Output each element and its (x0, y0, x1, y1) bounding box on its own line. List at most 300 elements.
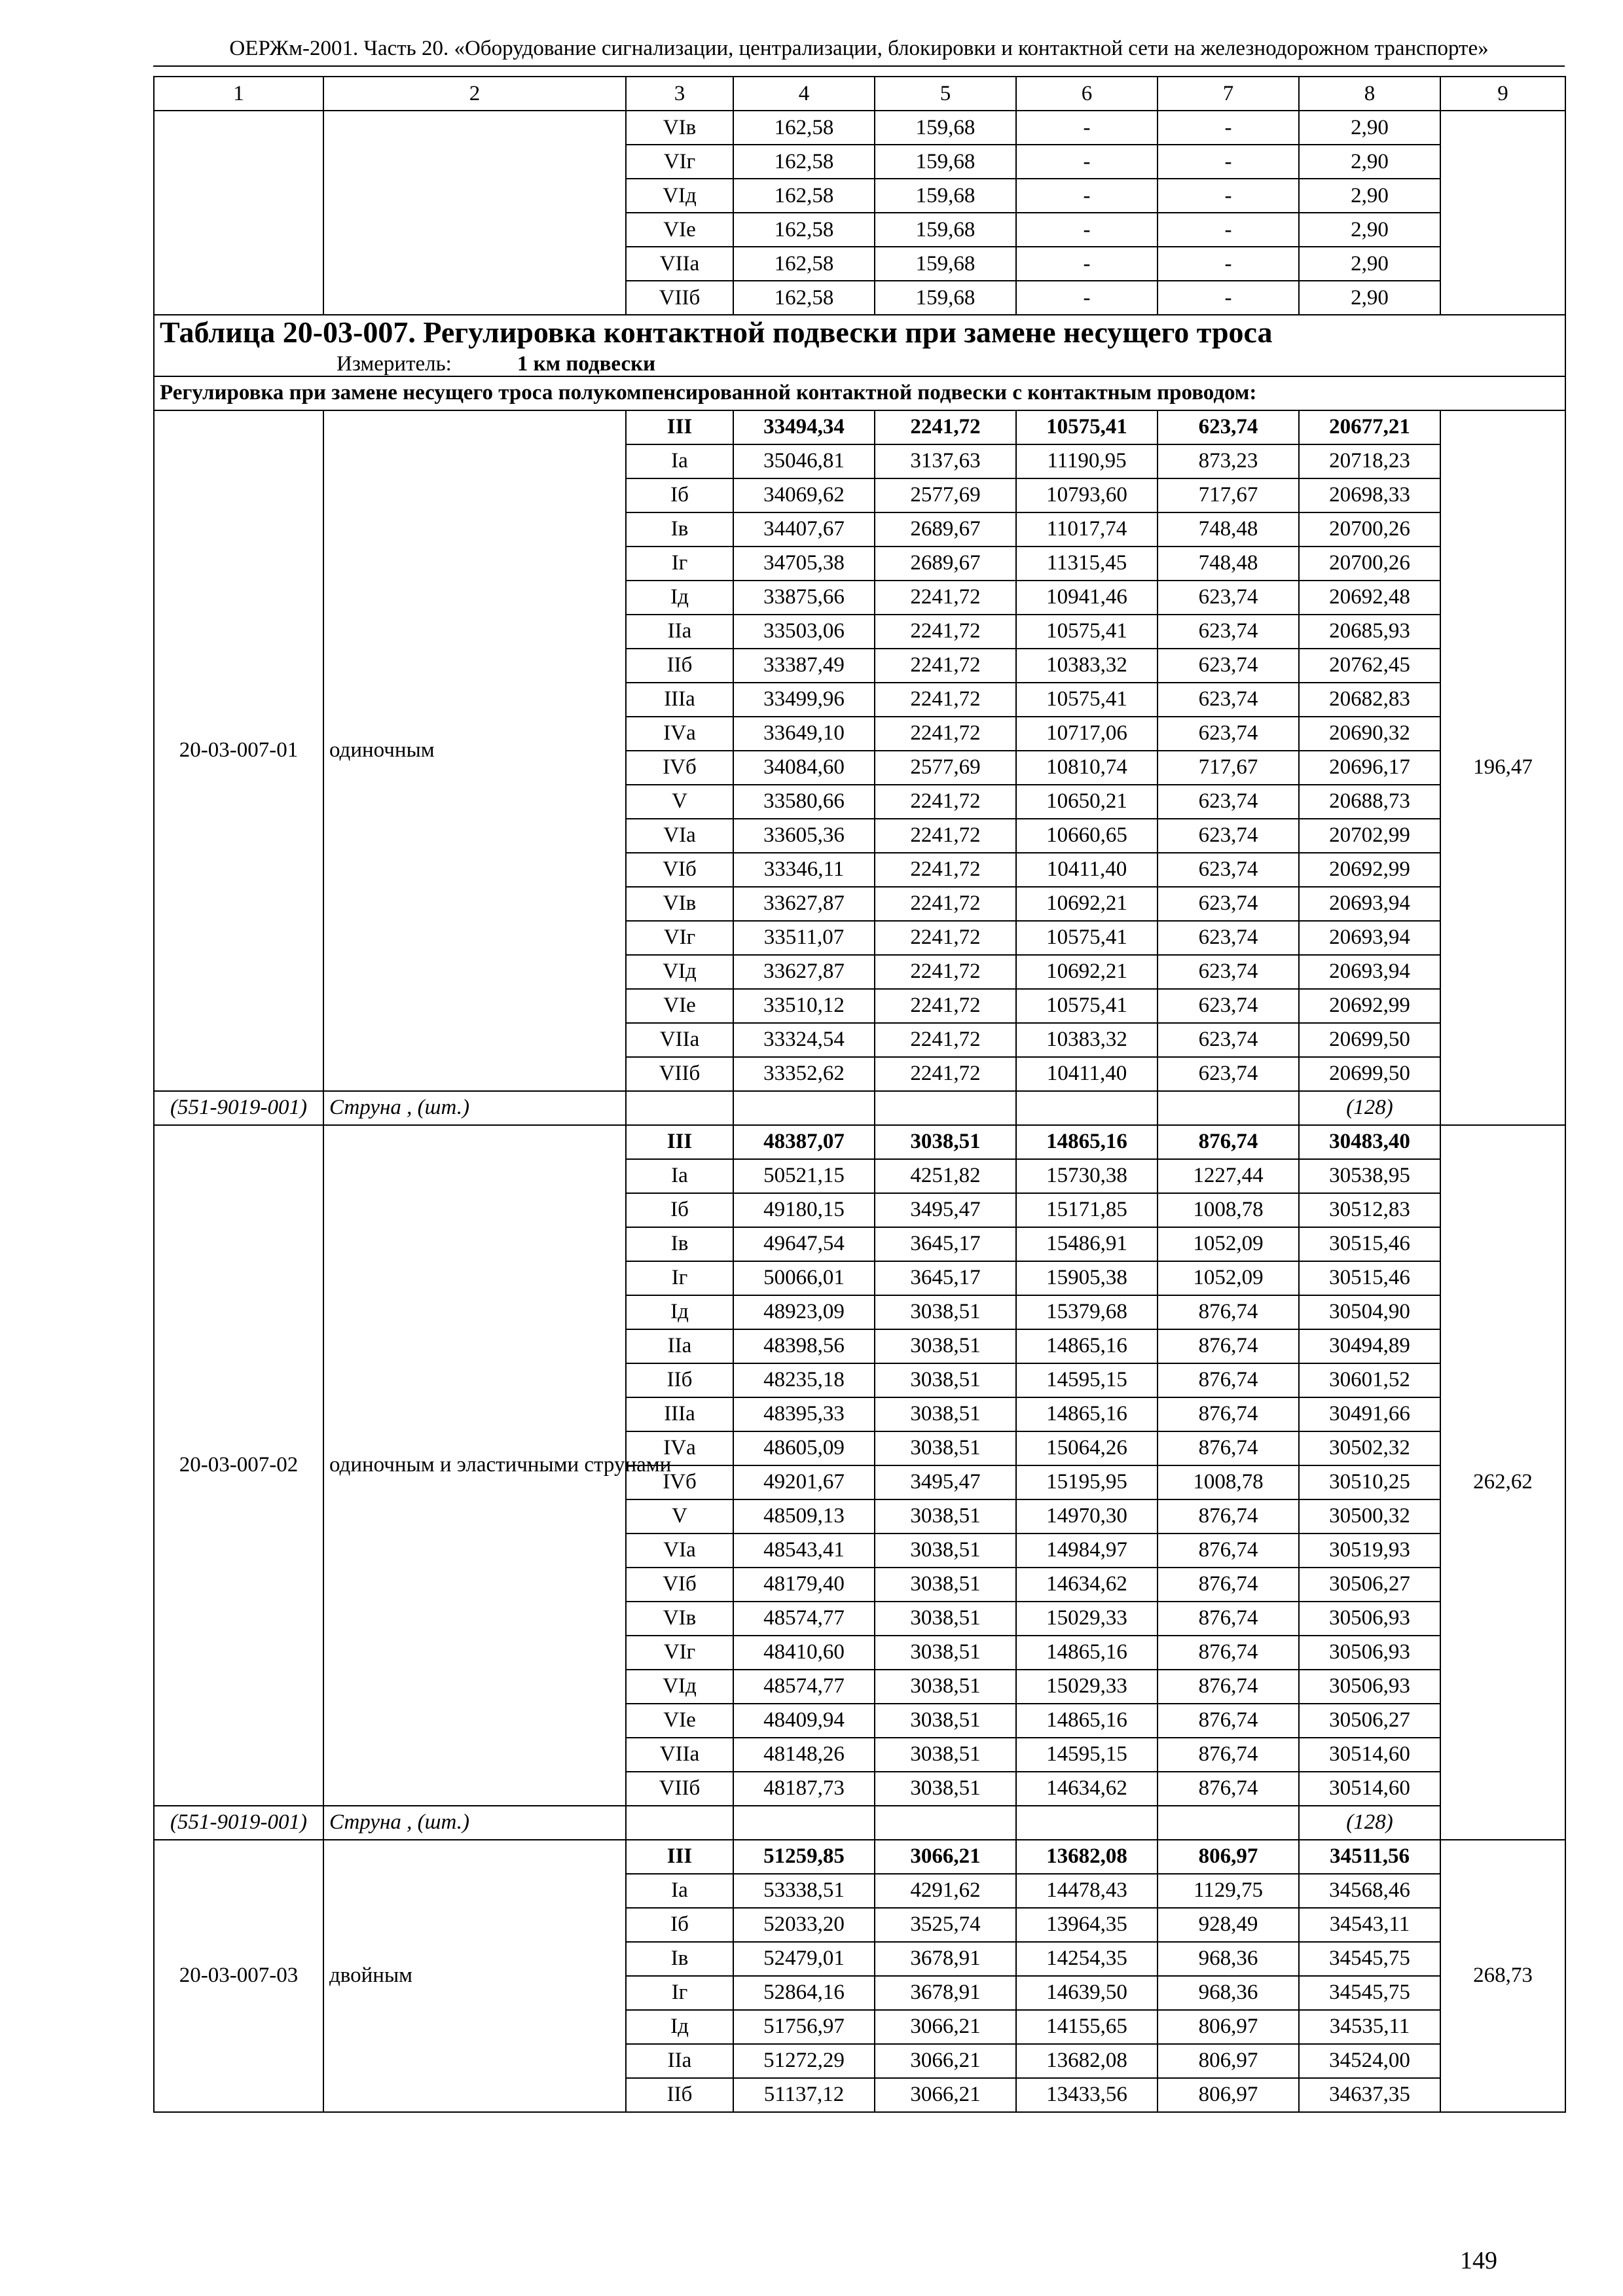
value-cell: 2,90 (1299, 247, 1440, 281)
region-cell: IIа (626, 1329, 733, 1363)
column-number: 9 (1440, 77, 1565, 111)
value-cell: 30494,89 (1299, 1329, 1440, 1363)
value-cell: 33580,66 (733, 785, 875, 819)
value-cell: 2241,72 (875, 1023, 1016, 1057)
value-cell: 51272,29 (733, 2044, 875, 2078)
value-cell: 159,68 (875, 179, 1016, 213)
value-cell: 2241,72 (875, 410, 1016, 444)
empty-cell (1158, 1806, 1299, 1840)
value-cell: 2241,72 (875, 853, 1016, 887)
value-cell: 2241,72 (875, 581, 1016, 615)
value-cell: 33605,36 (733, 819, 875, 853)
region-cell: IIIа (626, 683, 733, 717)
value-cell: 11190,95 (1016, 444, 1158, 478)
value-cell: 3525,74 (875, 1908, 1016, 1942)
value-cell: 14155,65 (1016, 2010, 1158, 2044)
region-cell: IVб (626, 1465, 733, 1499)
value-cell: 3038,51 (875, 1568, 1016, 1602)
region-cell: IVб (626, 751, 733, 785)
code-cell: 20-03-007-02 (154, 1125, 323, 1806)
value-cell: 10575,41 (1016, 410, 1158, 444)
region-cell: Iб (626, 1193, 733, 1227)
value-cell: 2241,72 (875, 819, 1016, 853)
value-cell: 33499,96 (733, 683, 875, 717)
region-cell: VIв (626, 887, 733, 921)
region-cell: VIIб (626, 1772, 733, 1806)
code-cell (154, 111, 323, 315)
material-code: (551-9019-001) (154, 1091, 323, 1125)
empty-cell (1016, 1091, 1158, 1125)
value-cell: 3678,91 (875, 1976, 1016, 2010)
value-cell: 2,90 (1299, 213, 1440, 247)
value-cell: 48398,56 (733, 1329, 875, 1363)
value-cell: 20692,48 (1299, 581, 1440, 615)
value-cell: 162,58 (733, 179, 875, 213)
region-cell: IIа (626, 2044, 733, 2078)
material-qty: (128) (1299, 1091, 1440, 1125)
material-name: Струна , (шт.) (323, 1091, 626, 1125)
value-cell: 14865,16 (1016, 1329, 1158, 1363)
value-cell: 873,23 (1158, 444, 1299, 478)
value-cell: 1052,09 (1158, 1261, 1299, 1295)
value-cell: 34545,75 (1299, 1942, 1440, 1976)
region-cell: V (626, 785, 733, 819)
value-cell: 14595,15 (1016, 1738, 1158, 1772)
value-cell: 34407,67 (733, 512, 875, 547)
value-cell: 30483,40 (1299, 1125, 1440, 1159)
value-cell: 30515,46 (1299, 1261, 1440, 1295)
value-cell: 623,74 (1158, 1057, 1299, 1091)
section-heading-row (154, 376, 1565, 410)
value-cell: 13964,35 (1016, 1908, 1158, 1942)
column-number: 4 (733, 77, 875, 111)
region-cell: VIб (626, 853, 733, 887)
region-cell: VIIб (626, 1057, 733, 1091)
value-cell: 14634,62 (1016, 1772, 1158, 1806)
value-cell: 15029,33 (1016, 1602, 1158, 1636)
region-cell: Iа (626, 1874, 733, 1908)
material-qty: (128) (1299, 1806, 1440, 1840)
value-cell: 20677,21 (1299, 410, 1440, 444)
material-row (154, 1806, 1565, 1840)
region-cell: VIд (626, 1670, 733, 1704)
empty-cell (1016, 1806, 1158, 1840)
value-cell: 162,58 (733, 247, 875, 281)
value-cell: 30512,83 (1299, 1193, 1440, 1227)
value-cell: 34511,56 (1299, 1840, 1440, 1874)
value-cell: 30601,52 (1299, 1363, 1440, 1397)
value-cell: 4251,82 (875, 1159, 1016, 1193)
empty-cell (733, 1806, 875, 1840)
value-cell: 20699,50 (1299, 1057, 1440, 1091)
value-cell: 876,74 (1158, 1738, 1299, 1772)
region-cell: VIг (626, 145, 733, 179)
value-cell: 1008,78 (1158, 1465, 1299, 1499)
value-cell: 15730,38 (1016, 1159, 1158, 1193)
value-cell: 10411,40 (1016, 853, 1158, 887)
value-cell: 48179,40 (733, 1568, 875, 1602)
region-cell: VIIб (626, 281, 733, 315)
value-cell: 3066,21 (875, 2078, 1016, 2112)
value-cell: 159,68 (875, 213, 1016, 247)
name-cell: одиночным (323, 410, 626, 1091)
value-cell: 623,74 (1158, 1023, 1299, 1057)
header-rule (153, 65, 1565, 67)
value-cell: 3678,91 (875, 1942, 1016, 1976)
region-cell: Iа (626, 1159, 733, 1193)
value-cell: 3038,51 (875, 1636, 1016, 1670)
value-cell: 876,74 (1158, 1499, 1299, 1534)
region-cell: VIв (626, 1602, 733, 1636)
column-number-row (154, 77, 1565, 111)
value-cell: - (1158, 281, 1299, 315)
value-cell: 1129,75 (1158, 1874, 1299, 1908)
section-heading: Регулировка при замене несущего троса полукомпенсированной контактной подвески с контактным проводом: (154, 376, 1565, 410)
empty-cell (875, 1091, 1016, 1125)
value-cell: 2241,72 (875, 989, 1016, 1023)
region-cell: IIIа (626, 1397, 733, 1431)
region-cell: VIе (626, 213, 733, 247)
value-cell: 33352,62 (733, 1057, 875, 1091)
value-cell: 34084,60 (733, 751, 875, 785)
value-cell: 876,74 (1158, 1534, 1299, 1568)
value-cell: 30510,25 (1299, 1465, 1440, 1499)
value-cell: 48409,94 (733, 1704, 875, 1738)
value-cell: 48187,73 (733, 1772, 875, 1806)
value-cell: 3038,51 (875, 1295, 1016, 1329)
value-cell: 2241,72 (875, 785, 1016, 819)
value-cell: 876,74 (1158, 1636, 1299, 1670)
value-cell: 4291,62 (875, 1874, 1016, 1908)
value-cell: 876,74 (1158, 1329, 1299, 1363)
region-cell: VIд (626, 955, 733, 989)
rates-table (153, 76, 1566, 2113)
value-cell: 48148,26 (733, 1738, 875, 1772)
region-cell: VIв (626, 111, 733, 145)
value-cell: 876,74 (1158, 1431, 1299, 1465)
value-cell: 20688,73 (1299, 785, 1440, 819)
table-title-cell (154, 315, 1565, 376)
value-cell: 49180,15 (733, 1193, 875, 1227)
value-cell: 806,97 (1158, 2010, 1299, 2044)
value-cell: 10810,74 (1016, 751, 1158, 785)
value-cell: 14254,35 (1016, 1942, 1158, 1976)
value-cell: 30506,27 (1299, 1704, 1440, 1738)
region-cell: Iг (626, 1261, 733, 1295)
value-cell: 1052,09 (1158, 1227, 1299, 1261)
value-cell: 14634,62 (1016, 1568, 1158, 1602)
empty-cell (875, 1806, 1016, 1840)
value-cell: 10575,41 (1016, 683, 1158, 717)
value-cell: 876,74 (1158, 1125, 1299, 1159)
value-cell: 50066,01 (733, 1261, 875, 1295)
value-cell: 48923,09 (733, 1295, 875, 1329)
value-cell: 13682,08 (1016, 2044, 1158, 2078)
value-cell: 717,67 (1158, 751, 1299, 785)
value-cell: 14595,15 (1016, 1363, 1158, 1397)
value-cell: - (1016, 111, 1158, 145)
value-cell: 49201,67 (733, 1465, 875, 1499)
column-number: 2 (323, 77, 626, 111)
value-cell: - (1016, 145, 1158, 179)
value-cell: 876,74 (1158, 1772, 1299, 1806)
value-cell: 623,74 (1158, 785, 1299, 819)
value-cell: - (1016, 281, 1158, 315)
table-title-row (154, 315, 1565, 376)
value-cell: 34069,62 (733, 478, 875, 512)
value-cell: 20685,93 (1299, 615, 1440, 649)
region-cell: Iг (626, 547, 733, 581)
material-code: (551-9019-001) (154, 1806, 323, 1840)
table-title: Таблица 20-03-007. Регулировка контактной подвески при замене несущего троса (160, 315, 1273, 349)
value-cell: 623,74 (1158, 717, 1299, 751)
value-cell: 748,48 (1158, 512, 1299, 547)
value-cell: 623,74 (1158, 615, 1299, 649)
value-cell: 3066,21 (875, 2010, 1016, 2044)
value-cell: 30502,32 (1299, 1431, 1440, 1465)
value-cell: 11017,74 (1016, 512, 1158, 547)
cost-cell: 196,47 (1440, 410, 1565, 1125)
value-cell: 623,74 (1158, 853, 1299, 887)
value-cell: 51756,97 (733, 2010, 875, 2044)
value-cell: 2,90 (1299, 179, 1440, 213)
value-cell: 15029,33 (1016, 1670, 1158, 1704)
value-cell: 30538,95 (1299, 1159, 1440, 1193)
value-cell: 35046,81 (733, 444, 875, 478)
value-cell: 34535,11 (1299, 2010, 1440, 2044)
value-cell: 3038,51 (875, 1772, 1016, 1806)
column-number: 1 (154, 77, 323, 111)
region-cell: Iд (626, 581, 733, 615)
value-cell: 34568,46 (1299, 1874, 1440, 1908)
value-cell: 15905,38 (1016, 1261, 1158, 1295)
table-row (154, 111, 1565, 145)
value-cell: 50521,15 (733, 1159, 875, 1193)
region-cell: Iа (626, 444, 733, 478)
value-cell: 10383,32 (1016, 649, 1158, 683)
value-cell: 51137,12 (733, 2078, 875, 2112)
value-cell: 623,74 (1158, 887, 1299, 921)
value-cell: 3038,51 (875, 1670, 1016, 1704)
region-cell: VIIа (626, 1023, 733, 1057)
value-cell: 623,74 (1158, 410, 1299, 444)
value-cell: 30506,93 (1299, 1636, 1440, 1670)
value-cell: - (1158, 145, 1299, 179)
value-cell: 30504,90 (1299, 1295, 1440, 1329)
value-cell: 162,58 (733, 281, 875, 315)
value-cell: 14865,16 (1016, 1704, 1158, 1738)
empty-cell (733, 1091, 875, 1125)
cost-cell: 262,62 (1440, 1125, 1565, 1840)
value-cell: 159,68 (875, 281, 1016, 315)
value-cell: 623,74 (1158, 683, 1299, 717)
value-cell: 33387,49 (733, 649, 875, 683)
table-row (154, 410, 1565, 444)
value-cell: 15064,26 (1016, 1431, 1158, 1465)
value-cell: 3645,17 (875, 1227, 1016, 1261)
value-cell: 14478,43 (1016, 1874, 1158, 1908)
table-row (154, 1125, 1565, 1159)
value-cell: 10383,32 (1016, 1023, 1158, 1057)
value-cell: 2241,72 (875, 1057, 1016, 1091)
value-cell: 10692,21 (1016, 887, 1158, 921)
value-cell: 3038,51 (875, 1329, 1016, 1363)
region-cell: VIб (626, 1568, 733, 1602)
value-cell: 876,74 (1158, 1704, 1299, 1738)
empty-cell (626, 1091, 733, 1125)
value-cell: 20690,32 (1299, 717, 1440, 751)
region-cell: III (626, 1125, 733, 1159)
value-cell: 49647,54 (733, 1227, 875, 1261)
value-cell: 2,90 (1299, 145, 1440, 179)
value-cell: 48574,77 (733, 1670, 875, 1704)
value-cell: 3038,51 (875, 1431, 1016, 1465)
region-cell: VIг (626, 1636, 733, 1670)
value-cell: 34637,35 (1299, 2078, 1440, 2112)
value-cell: 10692,21 (1016, 955, 1158, 989)
value-cell: 2,90 (1299, 111, 1440, 145)
value-cell: 48605,09 (733, 1431, 875, 1465)
value-cell: 623,74 (1158, 581, 1299, 615)
region-cell: VIе (626, 1704, 733, 1738)
region-cell: Iб (626, 478, 733, 512)
value-cell: 876,74 (1158, 1602, 1299, 1636)
value-cell: 2241,72 (875, 683, 1016, 717)
region-cell: IVа (626, 717, 733, 751)
code-cell: 20-03-007-01 (154, 410, 323, 1091)
value-cell: 1008,78 (1158, 1193, 1299, 1227)
value-cell: 10650,21 (1016, 785, 1158, 819)
region-cell: V (626, 1499, 733, 1534)
value-cell: 20702,99 (1299, 819, 1440, 853)
value-cell: 806,97 (1158, 1840, 1299, 1874)
value-cell: 3495,47 (875, 1465, 1016, 1499)
value-cell: 2577,69 (875, 751, 1016, 785)
value-cell: 20718,23 (1299, 444, 1440, 478)
column-number: 6 (1016, 77, 1158, 111)
value-cell: 20692,99 (1299, 989, 1440, 1023)
value-cell: 14865,16 (1016, 1125, 1158, 1159)
value-cell: 34543,11 (1299, 1908, 1440, 1942)
value-cell: 159,68 (875, 247, 1016, 281)
measure-value: 1 км подвески (517, 351, 656, 376)
value-cell: 30515,46 (1299, 1227, 1440, 1261)
empty-cell (1158, 1091, 1299, 1125)
table-body (154, 77, 1565, 2112)
value-cell: - (1158, 213, 1299, 247)
value-cell: 20693,94 (1299, 887, 1440, 921)
value-cell: 48410,60 (733, 1636, 875, 1670)
value-cell: 623,74 (1158, 819, 1299, 853)
value-cell: 159,68 (875, 145, 1016, 179)
value-cell: 2,90 (1299, 281, 1440, 315)
value-cell: 2241,72 (875, 649, 1016, 683)
value-cell: 2241,72 (875, 615, 1016, 649)
value-cell: 3038,51 (875, 1602, 1016, 1636)
value-cell: 20699,50 (1299, 1023, 1440, 1057)
value-cell: 33503,06 (733, 615, 875, 649)
region-cell: Iв (626, 1227, 733, 1261)
value-cell: 3038,51 (875, 1125, 1016, 1159)
value-cell: 3038,51 (875, 1397, 1016, 1431)
value-cell: 48395,33 (733, 1397, 875, 1431)
value-cell: 10660,65 (1016, 819, 1158, 853)
value-cell: 33510,12 (733, 989, 875, 1023)
value-cell: 33627,87 (733, 887, 875, 921)
value-cell: - (1158, 179, 1299, 213)
region-cell: Iв (626, 1942, 733, 1976)
name-cell: двойным (323, 1840, 626, 2112)
region-cell: VIIа (626, 1738, 733, 1772)
value-cell: 162,58 (733, 111, 875, 145)
value-cell: 968,36 (1158, 1942, 1299, 1976)
material-name: Струна , (шт.) (323, 1806, 626, 1840)
value-cell: 2241,72 (875, 887, 1016, 921)
value-cell: 2241,72 (875, 921, 1016, 955)
value-cell: 14865,16 (1016, 1636, 1158, 1670)
value-cell: 3038,51 (875, 1704, 1016, 1738)
name-cell (323, 111, 626, 315)
value-cell: 48509,13 (733, 1499, 875, 1534)
value-cell: 748,48 (1158, 547, 1299, 581)
measure-label: Измеритель: (337, 351, 452, 376)
value-cell: 20700,26 (1299, 547, 1440, 581)
value-cell: 20698,33 (1299, 478, 1440, 512)
value-cell: 30506,93 (1299, 1602, 1440, 1636)
value-cell: 30506,93 (1299, 1670, 1440, 1704)
value-cell: 876,74 (1158, 1295, 1299, 1329)
value-cell: 2689,67 (875, 547, 1016, 581)
region-cell: Iб (626, 1908, 733, 1942)
value-cell: 14970,30 (1016, 1499, 1158, 1534)
value-cell: 15379,68 (1016, 1295, 1158, 1329)
region-cell: VIд (626, 179, 733, 213)
running-header: ОЕРЖм-2001. Часть 20. «Оборудование сигнализации, централизации, блокировки и контактной сети на железнодорожном транспорте» (229, 37, 1489, 60)
value-cell: 3038,51 (875, 1738, 1016, 1772)
value-cell: 15486,91 (1016, 1227, 1158, 1261)
region-cell: VIг (626, 921, 733, 955)
value-cell: 2241,72 (875, 955, 1016, 989)
value-cell: - (1016, 179, 1158, 213)
value-cell: 11315,45 (1016, 547, 1158, 581)
value-cell: 33346,11 (733, 853, 875, 887)
value-cell: 162,58 (733, 213, 875, 247)
value-cell: 34545,75 (1299, 1976, 1440, 2010)
value-cell: 2577,69 (875, 478, 1016, 512)
value-cell: 623,74 (1158, 921, 1299, 955)
value-cell: 623,74 (1158, 989, 1299, 1023)
value-cell: 3038,51 (875, 1499, 1016, 1534)
value-cell: 10941,46 (1016, 581, 1158, 615)
value-cell: 3066,21 (875, 2044, 1016, 2078)
region-cell: IIб (626, 649, 733, 683)
value-cell: 928,49 (1158, 1908, 1299, 1942)
value-cell: 10575,41 (1016, 989, 1158, 1023)
value-cell: 968,36 (1158, 1976, 1299, 2010)
value-cell: 33649,10 (733, 717, 875, 751)
value-cell: 1227,44 (1158, 1159, 1299, 1193)
value-cell: 20682,83 (1299, 683, 1440, 717)
value-cell: 15195,95 (1016, 1465, 1158, 1499)
value-cell: 10793,60 (1016, 478, 1158, 512)
value-cell: 3495,47 (875, 1193, 1016, 1227)
value-cell: 3038,51 (875, 1363, 1016, 1397)
value-cell: - (1016, 247, 1158, 281)
value-cell: 33494,34 (733, 410, 875, 444)
value-cell: 3137,63 (875, 444, 1016, 478)
cost-cell (1440, 111, 1565, 315)
value-cell: 48235,18 (733, 1363, 875, 1397)
